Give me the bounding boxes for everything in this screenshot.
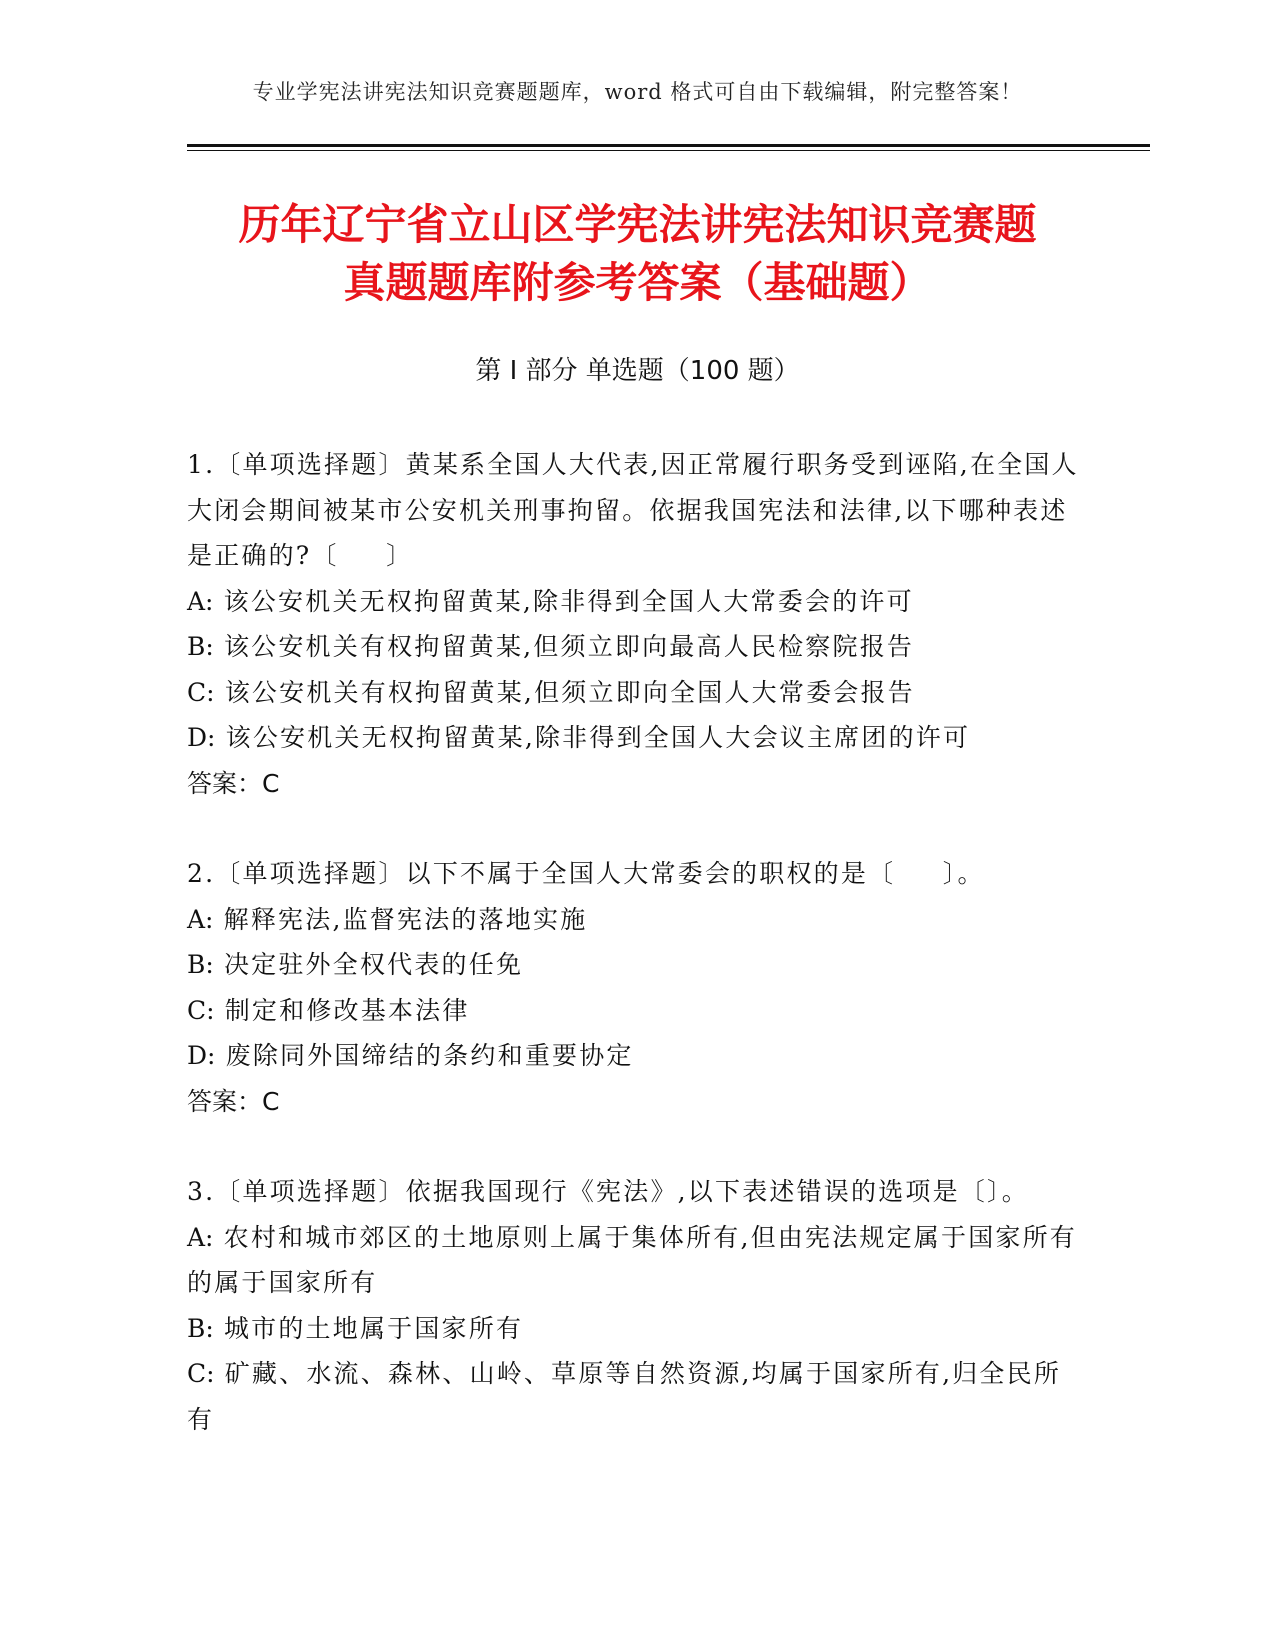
document-title bbox=[0, 196, 1275, 312]
option-b bbox=[187, 624, 1087, 670]
option-text: 该公安机关有权拘留黄某,但须立即向全国人大常委会报告 bbox=[224, 677, 915, 707]
option-key: D: bbox=[187, 1041, 216, 1070]
header-note: 专业学宪法讲宪法知识竞赛题题库，word 格式可自由下载编辑，附完整答案！ bbox=[252, 80, 1023, 104]
question-stem: 3.〔单项选择题〕依据我国现行《宪法》,以下表述错误的选项是〔〕。 bbox=[187, 1177, 1029, 1206]
option-b bbox=[187, 1306, 1087, 1352]
option-a bbox=[187, 897, 1087, 943]
question-list bbox=[187, 442, 1087, 1487]
option-text: 制定和修改基本法律 bbox=[224, 995, 470, 1025]
header-rule-thin bbox=[187, 150, 1150, 151]
option-text: 废除同外国缔结的条约和重要协定 bbox=[225, 1041, 634, 1070]
option-key: B: bbox=[187, 1313, 214, 1343]
option-key: C: bbox=[187, 1359, 215, 1388]
option-b bbox=[187, 942, 1087, 988]
title-line-2: 真题题库附参考答案（基础题） bbox=[343, 258, 932, 307]
answer-line: 答案：C bbox=[187, 1086, 280, 1116]
question-2 bbox=[187, 851, 1087, 1124]
option-text: 农村和城市郊区的土地原则上属于集体所有,但由宪法规定属于国家所有的属于国家所有 bbox=[187, 1222, 1077, 1297]
option-text: 矿藏、水流、森林、山岭、草原等自然资源,均属于国家所有,归全民所有 bbox=[187, 1359, 1062, 1434]
option-key: A: bbox=[187, 904, 214, 934]
option-key: A: bbox=[187, 1222, 214, 1252]
option-text: 解释宪法,监督宪法的落地实施 bbox=[223, 904, 588, 934]
header-rule-thick bbox=[187, 144, 1150, 147]
option-key: C: bbox=[187, 995, 215, 1025]
option-key: B: bbox=[187, 632, 214, 661]
option-key: A: bbox=[187, 586, 214, 616]
option-d bbox=[187, 1033, 1087, 1079]
title-line-1: 历年辽宁省立山区学宪法讲宪法知识竞赛题 bbox=[238, 200, 1037, 249]
question-stem: 2.〔单项选择题〕以下不属于全国人大常委会的职权的是〔 〕。 bbox=[187, 859, 985, 888]
option-key: C: bbox=[187, 677, 215, 707]
option-a bbox=[187, 579, 1087, 625]
section-title: 第 I 部分 单选题（100 题） bbox=[475, 356, 800, 386]
option-key: D: bbox=[187, 723, 216, 752]
question-stem: 1.〔单项选择题〕黄某系全国人大代表,因正常履行职务受到诬陷,在全国人大闭会期间被某市公安机关刑事拘留。依据我国宪法和法律,以下哪种表述是正确的?〔 〕 bbox=[187, 450, 1079, 570]
option-text: 该公安机关有权拘留黄某,但须立即向最高人民检察院报告 bbox=[223, 632, 915, 661]
option-text: 决定驻外全权代表的任免 bbox=[223, 950, 524, 979]
option-d bbox=[187, 715, 1087, 761]
answer-line: 答案：C bbox=[187, 768, 280, 798]
option-c bbox=[187, 1351, 1087, 1442]
question-3 bbox=[187, 1169, 1087, 1442]
option-text: 该公安机关无权拘留黄某,除非得到全国人大会议主席团的许可 bbox=[225, 723, 971, 752]
option-text: 该公安机关无权拘留黄某,除非得到全国人大常委会的许可 bbox=[223, 586, 914, 616]
option-key: B: bbox=[187, 950, 214, 979]
option-c bbox=[187, 988, 1087, 1034]
question-1 bbox=[187, 442, 1087, 806]
option-a bbox=[187, 1215, 1087, 1306]
option-c bbox=[187, 670, 1087, 716]
option-text: 城市的土地属于国家所有 bbox=[223, 1313, 524, 1343]
